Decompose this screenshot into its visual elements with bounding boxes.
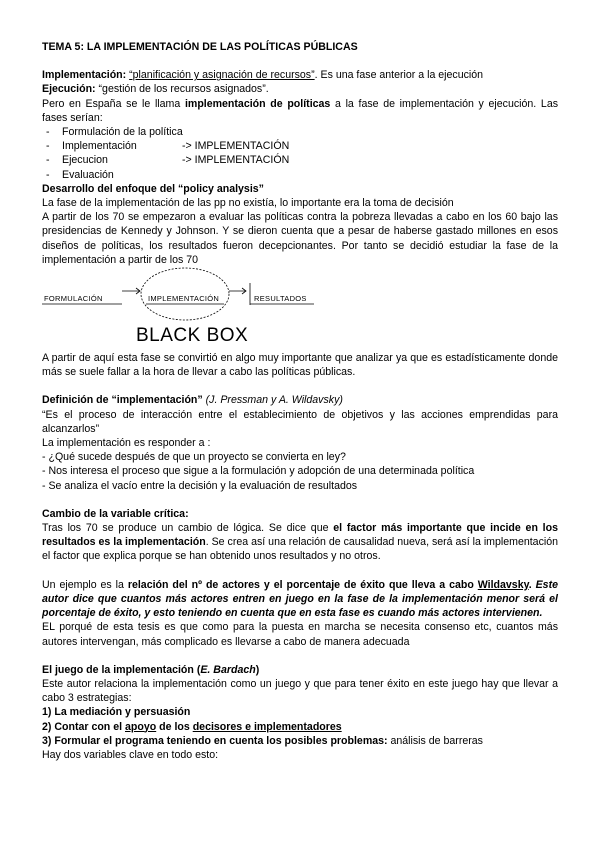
list-item bbox=[42, 139, 558, 153]
closing-line: Hay dos variables clave en todo esto: bbox=[42, 748, 219, 761]
policy-analysis-p1: La fase de la implementación de las pp no existía, lo importante era la toma de decisión bbox=[42, 197, 454, 210]
implementacion-quote: “planificación y asignación de recursos” bbox=[129, 69, 315, 82]
cambio-text-bold: el factor más importante que incide en los resultados es la implementación bbox=[42, 522, 558, 549]
implementacion-label: Implementación: bbox=[42, 69, 127, 82]
strategy-3-rest: análisis de barreras bbox=[387, 734, 483, 747]
definicion-intro: La implementación es responder a : bbox=[42, 437, 211, 450]
pero-text-c: a la fase de implementación y ejecución. Las fases serían: bbox=[42, 97, 559, 124]
porque-paragraph: EL porqué de esta tesis es que como para la puesta en marcha se necesita consenso etc, cuantos más autores intervengan, más complicado es llevarse a cabo de manera adecuada bbox=[42, 621, 558, 648]
pero-paragraph bbox=[42, 97, 558, 125]
document-page bbox=[42, 40, 558, 762]
definicion-heading bbox=[42, 393, 558, 407]
implementacion-label: IMPLEMENTACIÓN bbox=[148, 294, 220, 304]
formulacion-label: FORMULACIÓN bbox=[44, 294, 103, 304]
list-item: - Se analiza el vacío entre la decisión y la evaluación de resultados bbox=[42, 479, 358, 492]
definicion-heading-text: Definición de “implementación” bbox=[42, 394, 203, 407]
phase-arrow: -> IMPLEMENTACIÓN bbox=[182, 154, 290, 167]
strategy-2-c: de los bbox=[156, 720, 193, 733]
cambio-text-a: Tras los 70 se produce un cambio de lógica. Se dice que bbox=[42, 522, 334, 535]
strategy-1: 1) La mediación y persuasión bbox=[42, 706, 191, 719]
bullet-dash: - bbox=[46, 168, 50, 181]
definicion-quote: “Es el proceso de interacción entre el establecimiento de objetivos y las acciones emprendidas para alcanzarlos” bbox=[42, 408, 558, 435]
phases-list bbox=[42, 125, 558, 182]
implementacion-rest: . Es una fase anterior a la ejecución bbox=[314, 69, 484, 82]
juego-heading-end: ) bbox=[255, 663, 260, 676]
bullet-dash: - bbox=[46, 126, 50, 139]
after-diagram-paragraph: A partir de aquí esta fase se convirtió en algo muy importante que analizar ya que es estadísticamente donde más se suele fallar a la hora de llevar a cabo las políticas públicas. bbox=[42, 352, 558, 379]
ejecucion-rest: “gestión de los recursos asignados”. bbox=[95, 83, 269, 96]
ejemplo-author: Wildavsky bbox=[477, 578, 529, 591]
phase-label: Implementación bbox=[62, 140, 137, 153]
black-box-title: BLACK BOX bbox=[136, 325, 249, 347]
policy-analysis-heading: Desarrollo del enfoque del “policy analysis” bbox=[42, 182, 264, 195]
phase-label: Evaluación bbox=[62, 168, 114, 181]
phase-label: Formulación de la política bbox=[62, 126, 183, 139]
ejemplo-text-a: Un ejemplo es la bbox=[42, 578, 128, 591]
ejemplo-text-bold: relación del nº de actores y el porcentaje de éxito que lleva a cabo bbox=[127, 578, 478, 591]
phase-label: Ejecucion bbox=[62, 154, 108, 167]
pero-text-bold: implementación de políticas bbox=[184, 97, 331, 110]
cambio-paragraph bbox=[42, 521, 558, 564]
strategy-3 bbox=[42, 734, 558, 748]
list-item: - Nos interesa el proceso que sigue a la formulación y adopción de una determinada política bbox=[42, 465, 475, 478]
juego-heading bbox=[42, 663, 558, 677]
juego-intro: Este autor relaciona la implementación como un juego y que para tener éxito en este juego hay que llevar a cabo 3 estrategias: bbox=[42, 677, 558, 705]
ejemplo-paragraph bbox=[42, 578, 558, 621]
document-title: TEMA 5: LA IMPLEMENTACIÓN DE LAS POLÍTICAS PÚBLICAS bbox=[42, 41, 358, 53]
strategy-2-decisores: decisores e implementadores bbox=[192, 720, 342, 733]
juego-heading-text: El juego de la implementación ( bbox=[42, 663, 201, 676]
definicion-authors: (J. Pressman y A. Wildavsky) bbox=[202, 394, 343, 407]
ejecucion-label: Ejecución: bbox=[42, 83, 96, 96]
implementacion-definition bbox=[42, 68, 558, 82]
strategy-3-bold: 3) Formular el programa teniendo en cuenta los posibles problemas: bbox=[42, 734, 388, 747]
list-item bbox=[42, 153, 558, 167]
diagram-svg bbox=[42, 267, 558, 351]
ejecucion-definition bbox=[42, 82, 558, 96]
black-box-diagram bbox=[42, 267, 558, 351]
ejemplo-italic: Este autor dice que cuantos más actores entren en juego en la fase de la implementación menor será el porcentaje de éxito, y esto teniendo en cuenta que en esta fase es cuando más actores intervienen. bbox=[42, 578, 558, 620]
resultados-label: RESULTADOS bbox=[254, 294, 307, 304]
policy-analysis-p2: A partir de los 70 se empezaron a evaluar las políticas contra la pobreza llevadas a cabo en los 60 bajo las presidencias de Kennedy y Johnson. Y se dieron cuenta que a pesar de haberse gastado millones en esos diseños de políticas, los resultados fueron decepcionantes. Por tanto se decidió estudiar la fase de la implementación a partir de los 70 bbox=[42, 211, 558, 266]
ejemplo-period: . bbox=[528, 578, 532, 591]
cambio-text-c: . Se crea así una relación de causalidad nueva, será así la implementación el factor que explica porque se han obtenido unos resultados y no otros. bbox=[42, 536, 559, 563]
bullet-dash: - bbox=[46, 140, 50, 153]
strategy-2-apoyo: apoyo bbox=[125, 720, 157, 733]
pero-text-a: Pero en España se le llama bbox=[42, 97, 185, 110]
juego-author: E. Bardach bbox=[200, 663, 256, 676]
list-item bbox=[42, 168, 558, 182]
strategy-2-a: 2) Contar con el bbox=[42, 720, 125, 733]
list-item: - ¿Qué sucede después de que un proyecto se convierta en ley? bbox=[42, 451, 346, 464]
phase-arrow: -> IMPLEMENTACIÓN bbox=[182, 140, 290, 153]
cambio-heading: Cambio de la variable crítica: bbox=[42, 507, 189, 520]
list-item bbox=[42, 125, 558, 139]
bullet-dash: - bbox=[46, 154, 50, 167]
strategy-2 bbox=[42, 720, 558, 734]
